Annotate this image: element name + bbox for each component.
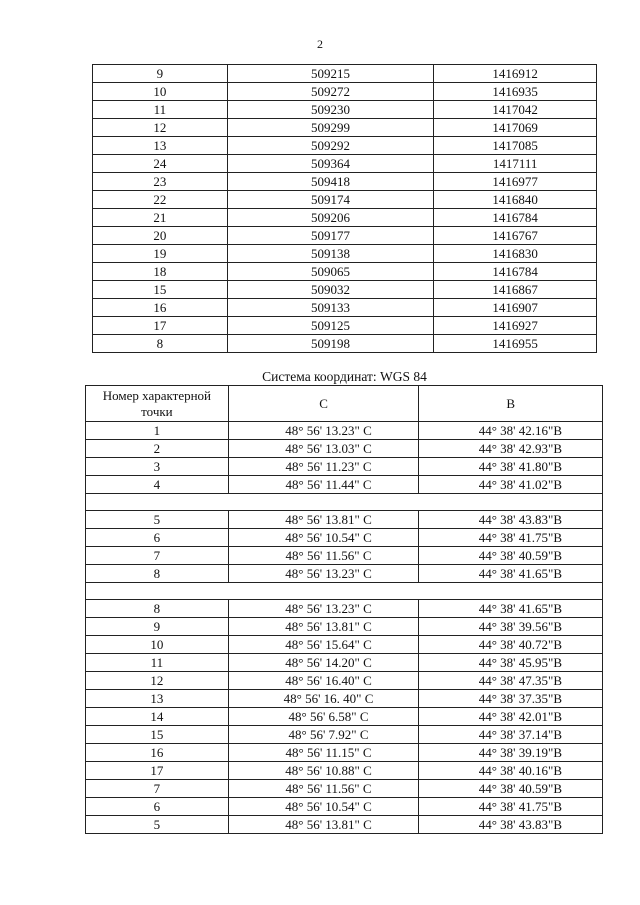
longitude-cell: 44° 38' 39.19"В	[419, 744, 603, 762]
x-coordinate-cell: 509299	[227, 119, 434, 137]
table-row	[86, 636, 603, 654]
point-number-cell: 6	[86, 529, 229, 547]
table-row	[86, 565, 603, 583]
y-coordinate-cell: 1416840	[434, 191, 597, 209]
latitude-cell: 48° 56' 13.81" С	[228, 816, 419, 834]
point-number-cell: 10	[86, 636, 229, 654]
table-row	[86, 458, 603, 476]
longitude-cell: 44° 38' 40.16"В	[419, 762, 603, 780]
table-row	[86, 654, 603, 672]
x-coordinate-cell: 509174	[227, 191, 434, 209]
point-number-cell: 16	[86, 744, 229, 762]
coordinates-table-local	[92, 64, 597, 353]
point-number-cell: 3	[86, 458, 229, 476]
point-number-cell: 21	[93, 209, 228, 227]
longitude-cell: 44° 38' 37.35"В	[419, 690, 603, 708]
longitude-cell: 44° 38' 42.93"В	[419, 440, 603, 458]
coordinate-system-caption: Система координат: WGS 84	[262, 369, 427, 384]
point-number-cell: 20	[93, 227, 228, 245]
latitude-cell: 48° 56' 13.81" С	[228, 618, 419, 636]
point-number-cell: 9	[93, 65, 228, 83]
point-number-cell: 6	[86, 798, 229, 816]
point-number-cell: 10	[93, 83, 228, 101]
table-row	[93, 155, 597, 173]
point-number-cell: 12	[86, 672, 229, 690]
latitude-cell: 48° 56' 14.20" С	[228, 654, 419, 672]
table-row	[86, 529, 603, 547]
latitude-cell: 48° 56' 10.54" С	[228, 798, 419, 816]
point-number-cell: 13	[93, 137, 228, 155]
y-coordinate-cell: 1416867	[434, 281, 597, 299]
latitude-cell: 48° 56' 15.64" С	[228, 636, 419, 654]
x-coordinate-cell: 509206	[227, 209, 434, 227]
point-number-cell: 24	[93, 155, 228, 173]
table-row	[93, 281, 597, 299]
table-row	[93, 191, 597, 209]
longitude-cell: 44° 38' 40.59"В	[419, 547, 603, 565]
y-coordinate-cell: 1416784	[434, 209, 597, 227]
point-number-cell: 12	[93, 119, 228, 137]
longitude-cell: 44° 38' 42.16"В	[419, 422, 603, 440]
table-row	[93, 173, 597, 191]
table-row	[86, 672, 603, 690]
table-row	[93, 119, 597, 137]
point-number-cell: 7	[86, 780, 229, 798]
latitude-cell: 48° 56' 11.23" С	[228, 458, 419, 476]
longitude-cell: 44° 38' 41.65"В	[419, 600, 603, 618]
longitude-cell: 44° 38' 45.95"В	[419, 654, 603, 672]
latitude-cell: 48° 56' 11.56" С	[228, 547, 419, 565]
table-header-row	[86, 386, 603, 422]
table-row	[86, 744, 603, 762]
separator-cell	[86, 583, 603, 600]
coordinates-table-wgs84	[85, 385, 603, 834]
point-number-cell: 5	[86, 511, 229, 529]
y-coordinate-cell: 1416784	[434, 263, 597, 281]
longitude-cell: 44° 38' 43.83"В	[419, 511, 603, 529]
y-coordinate-cell: 1416977	[434, 173, 597, 191]
point-number-cell: 7	[86, 547, 229, 565]
x-coordinate-cell: 509230	[227, 101, 434, 119]
x-coordinate-cell: 509032	[227, 281, 434, 299]
latitude-cell: 48° 56' 6.58" С	[228, 708, 419, 726]
point-number-cell: 11	[93, 101, 228, 119]
point-number-cell: 8	[86, 565, 229, 583]
latitude-cell: 48° 56' 13.23" С	[228, 600, 419, 618]
point-number-cell: 9	[86, 618, 229, 636]
y-coordinate-cell: 1416927	[434, 317, 597, 335]
point-number-cell: 18	[93, 263, 228, 281]
separator-cell	[86, 494, 603, 511]
y-coordinate-cell: 1416767	[434, 227, 597, 245]
table-row	[93, 101, 597, 119]
latitude-cell: 48° 56' 13.03" С	[228, 440, 419, 458]
table-row	[86, 762, 603, 780]
table-row	[86, 618, 603, 636]
y-coordinate-cell: 1417069	[434, 119, 597, 137]
header-point-number: Номер характерной точки	[86, 386, 229, 422]
table-row	[93, 137, 597, 155]
point-number-cell: 5	[86, 816, 229, 834]
x-coordinate-cell: 509272	[227, 83, 434, 101]
point-number-cell: 22	[93, 191, 228, 209]
y-coordinate-cell: 1416907	[434, 299, 597, 317]
point-number-cell: 16	[93, 299, 228, 317]
latitude-cell: 48° 56' 16.40" С	[228, 672, 419, 690]
point-number-cell: 11	[86, 654, 229, 672]
y-coordinate-cell: 1416912	[434, 65, 597, 83]
longitude-cell: 44° 38' 41.75"В	[419, 529, 603, 547]
longitude-cell: 44° 38' 41.65"В	[419, 565, 603, 583]
latitude-cell: 48° 56' 10.54" С	[228, 529, 419, 547]
x-coordinate-cell: 509133	[227, 299, 434, 317]
latitude-cell: 48° 56' 11.44" С	[228, 476, 419, 494]
point-number-cell: 15	[93, 281, 228, 299]
latitude-cell: 48° 56' 10.88" С	[228, 762, 419, 780]
table-row	[93, 65, 597, 83]
table-row	[86, 780, 603, 798]
table-row	[93, 335, 597, 353]
point-number-cell: 19	[93, 245, 228, 263]
table-row	[93, 209, 597, 227]
latitude-cell: 48° 56' 7.92" С	[228, 726, 419, 744]
group-separator-row	[86, 494, 603, 511]
header-longitude: В	[419, 386, 603, 422]
table-row	[86, 476, 603, 494]
latitude-cell: 48° 56' 11.56" С	[228, 780, 419, 798]
point-number-cell: 8	[93, 335, 228, 353]
latitude-cell: 48° 56' 13.23" С	[228, 565, 419, 583]
x-coordinate-cell: 509177	[227, 227, 434, 245]
point-number-cell: 17	[93, 317, 228, 335]
table-row	[86, 708, 603, 726]
table-row	[86, 726, 603, 744]
point-number-cell: 13	[86, 690, 229, 708]
page-number: 2	[317, 37, 323, 51]
x-coordinate-cell: 509065	[227, 263, 434, 281]
longitude-cell: 44° 38' 43.83"В	[419, 816, 603, 834]
table-row	[93, 245, 597, 263]
y-coordinate-cell: 1417042	[434, 101, 597, 119]
latitude-cell: 48° 56' 16. 40" С	[228, 690, 419, 708]
longitude-cell: 44° 38' 41.80"В	[419, 458, 603, 476]
longitude-cell: 44° 38' 40.72"В	[419, 636, 603, 654]
y-coordinate-cell: 1416955	[434, 335, 597, 353]
longitude-cell: 44° 38' 42.01"В	[419, 708, 603, 726]
point-number-cell: 15	[86, 726, 229, 744]
point-number-cell: 23	[93, 173, 228, 191]
y-coordinate-cell: 1416935	[434, 83, 597, 101]
latitude-cell: 48° 56' 13.23" С	[228, 422, 419, 440]
point-number-cell: 8	[86, 600, 229, 618]
y-coordinate-cell: 1416830	[434, 245, 597, 263]
point-number-cell: 17	[86, 762, 229, 780]
point-number-cell: 2	[86, 440, 229, 458]
table-row	[86, 440, 603, 458]
longitude-cell: 44° 38' 39.56"В	[419, 618, 603, 636]
point-number-cell: 4	[86, 476, 229, 494]
x-coordinate-cell: 509138	[227, 245, 434, 263]
table-row	[86, 511, 603, 529]
x-coordinate-cell: 509418	[227, 173, 434, 191]
table-row	[93, 83, 597, 101]
table-row	[93, 317, 597, 335]
table-row	[86, 422, 603, 440]
x-coordinate-cell: 509364	[227, 155, 434, 173]
longitude-cell: 44° 38' 41.75"В	[419, 798, 603, 816]
longitude-cell: 44° 38' 40.59"В	[419, 780, 603, 798]
x-coordinate-cell: 509292	[227, 137, 434, 155]
group-separator-row	[86, 583, 603, 600]
table-row	[86, 690, 603, 708]
table-row	[86, 816, 603, 834]
point-number-cell: 1	[86, 422, 229, 440]
table-row	[93, 263, 597, 281]
table-row	[86, 798, 603, 816]
y-coordinate-cell: 1417111	[434, 155, 597, 173]
header-latitude: С	[228, 386, 419, 422]
latitude-cell: 48° 56' 13.81" С	[228, 511, 419, 529]
latitude-cell: 48° 56' 11.15" С	[228, 744, 419, 762]
x-coordinate-cell: 509198	[227, 335, 434, 353]
y-coordinate-cell: 1417085	[434, 137, 597, 155]
longitude-cell: 44° 38' 47.35"В	[419, 672, 603, 690]
x-coordinate-cell: 509215	[227, 65, 434, 83]
table-row	[86, 547, 603, 565]
x-coordinate-cell: 509125	[227, 317, 434, 335]
table-row	[93, 227, 597, 245]
table-row	[93, 299, 597, 317]
longitude-cell: 44° 38' 37.14"В	[419, 726, 603, 744]
point-number-cell: 14	[86, 708, 229, 726]
table-row	[86, 600, 603, 618]
longitude-cell: 44° 38' 41.02"В	[419, 476, 603, 494]
